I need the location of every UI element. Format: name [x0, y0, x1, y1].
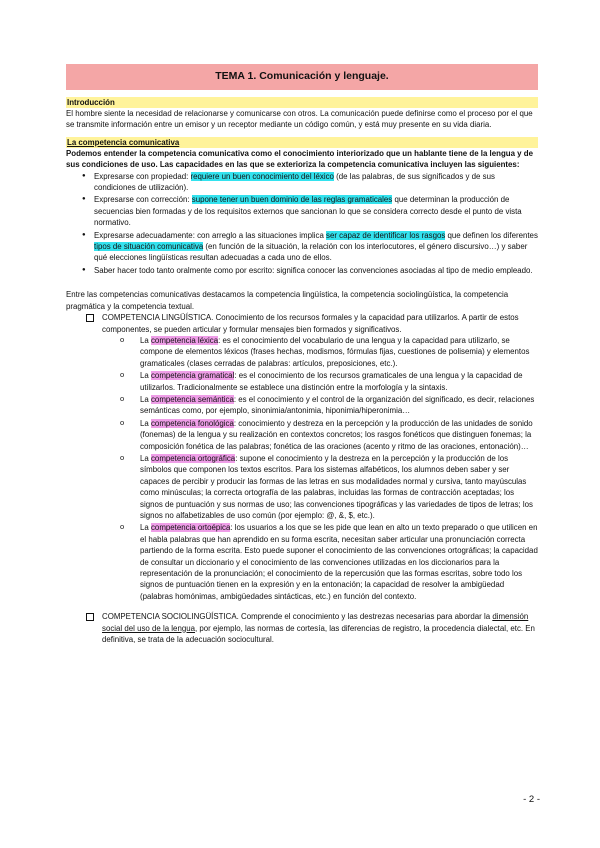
list-item: o La competencia ortoépica: los usuarios a los que se les pide que lean en alto un texto preparado o que utilicen en el habla palabras que han aprendido en su forma escrita, necesitan saber articular una pronunciación correcta partiendo de la forma escrita. Esto puede suponer el conocimiento de las convenciones ortográficas; la capacidad de consultar un diccionario y el conocimiento de las convenciones utilizadas en los diccionarios para la representación de la pronunciación; el conocimiento de la repercusión que las formas escritas, sobre todo los signos de puntuación tienen en la expresión y en la entonación; la capacidad de resolver la ambigüedad (palabras homónimas, ambigüedades sintácticas, etc.) en función del contexto.	[120, 522, 538, 602]
list-item: o La competencia ortográfica: supone el conocimiento y la destreza en la percepción y la producción de los símbolos que componen los textos escritos. Para los sistemas alfabéticos, los alumnos deben saber y ser capaces de percibir y producir las formas de las letras en sus modalidades normal y cursiva, tanto mayúsculas como minúsculas; la correcta ortografía de las palabras, incluidas las formas de contracción aceptadas; los signos de puntuación y sus normas de uso; las convenciones tipográficas y las variedades de tipos de letras; los signos no alfabetizables de uso común (por ejemplo: @, &, $, etc.).	[120, 453, 538, 521]
document-page	[66, 64, 538, 645]
competencia-lead: Podemos entender la competencia comunicativa como el conocimiento interiorizado que un hablante tiene de la lengua y de sus condiciones de uso. Las capacidades en las que se exterioriza la competencia comunicativa incluyen las siguientes:	[66, 148, 533, 170]
page-number: - 2 -	[523, 794, 540, 805]
list-item: o La competencia fonológica: conocimiento y destreza en la percepción y la producción de las unidades de sonido (fonemas) de la lengua y su realización en contextos concretos; los rasgos fonéticos que distinguen fonemas; la composición fonética de las palabras; fonética de las oraciones (acento y ritmo de las oraciones, entonación)…	[120, 418, 538, 452]
intro-heading: Introducción	[66, 97, 538, 108]
checkbox-square-icon	[86, 613, 94, 621]
list-item: ● Expresarse con corrección: supone tener un buen dominio de las reglas gramaticales que determinan la producción de secuencias bien formadas y de los requisitos externos que sancionan lo que se considera correcto desde el punto de vista normativo.	[82, 194, 538, 228]
linguistica-sublist	[66, 335, 538, 602]
sociolinguistica-item: COMPETENCIA SOCIOLINGÜÍSTICA. Comprende el conocimiento y las destrezas necesarias para abordar la dimensión social del uso de la lengua, por ejemplo, las normas de cortesía, las diferencias de registro, la procedencia dialectal, etc. En definitiva, se trata de la adecuación sociocultural.	[66, 611, 538, 645]
list-item: ● Saber hacer todo tanto oralmente como por escrito: significa conocer las convenciones asociadas al tipo de medio empleado.	[82, 265, 538, 276]
linguistica-item: COMPETENCIA LINGÜÍSTICA. Conocimiento de los recursos formales y la capacidad para utilizarlos. A partir de estos componentes, se pueden articular y formular mensajes bien formados y significativos.	[66, 312, 538, 335]
list-item: o La competencia semántica: es el conocimiento y el control de la organización del significado, es decir, relaciones semánticas como, por ejemplo, sinonimia/antonimia, hiponimia/hiperonimia…	[120, 394, 538, 417]
list-item: o La competencia gramatical: es el conocimiento de los recursos gramaticales de una lengua y la capacidad de utilizarlos. Tradicionalmente se establece una distinción entre la morfología y la sintaxis.	[120, 370, 538, 393]
page-title: TEMA 1. Comunicación y lenguaje.	[66, 64, 538, 90]
capacidades-list	[66, 171, 538, 277]
checkbox-square-icon	[86, 314, 94, 322]
list-item: ● Expresarse adecuadamente: con arreglo a las situaciones implica ser capaz de identificar los rasgos que definen los diferentes tipos de situación comunicativa (en función de la situación, la relación con los interlocutores, el género discursivo…) y saber qué elecciones lingüísticas resultan adecuadas a cada uno de ellos.	[82, 230, 538, 264]
list-item: ● Expresarse con propiedad: requiere un buen conocimiento del léxico (de las palabras, de sus significados y de sus condiciones de utilización).	[82, 171, 538, 194]
list-item: o La competencia léxica: es el conocimiento del vocabulario de una lengua y la capacidad para utilizarlo, se compone de elementos léxicos (frases hechas, modismos, fórmulas fijas, cuestiones de polisemia) y elementos gramaticales (clases cerradas de palabras: artículos, preposiciones, etc.).	[120, 335, 538, 369]
entre-text: Entre las competencias comunicativas destacamos la competencia lingüística, la competencia sociolingüística, la competencia pragmática y la competencia textual.	[66, 290, 509, 311]
competencia-heading: La competencia comunicativa	[66, 137, 538, 148]
intro-text: El hombre siente la necesidad de relacionarse y comunicarse con otros. La comunicación puede definirse como el proceso por el que se transmite información entre un emisor y un receptor mediante un código común, y está muy presente en su vida diaria.	[66, 109, 533, 130]
